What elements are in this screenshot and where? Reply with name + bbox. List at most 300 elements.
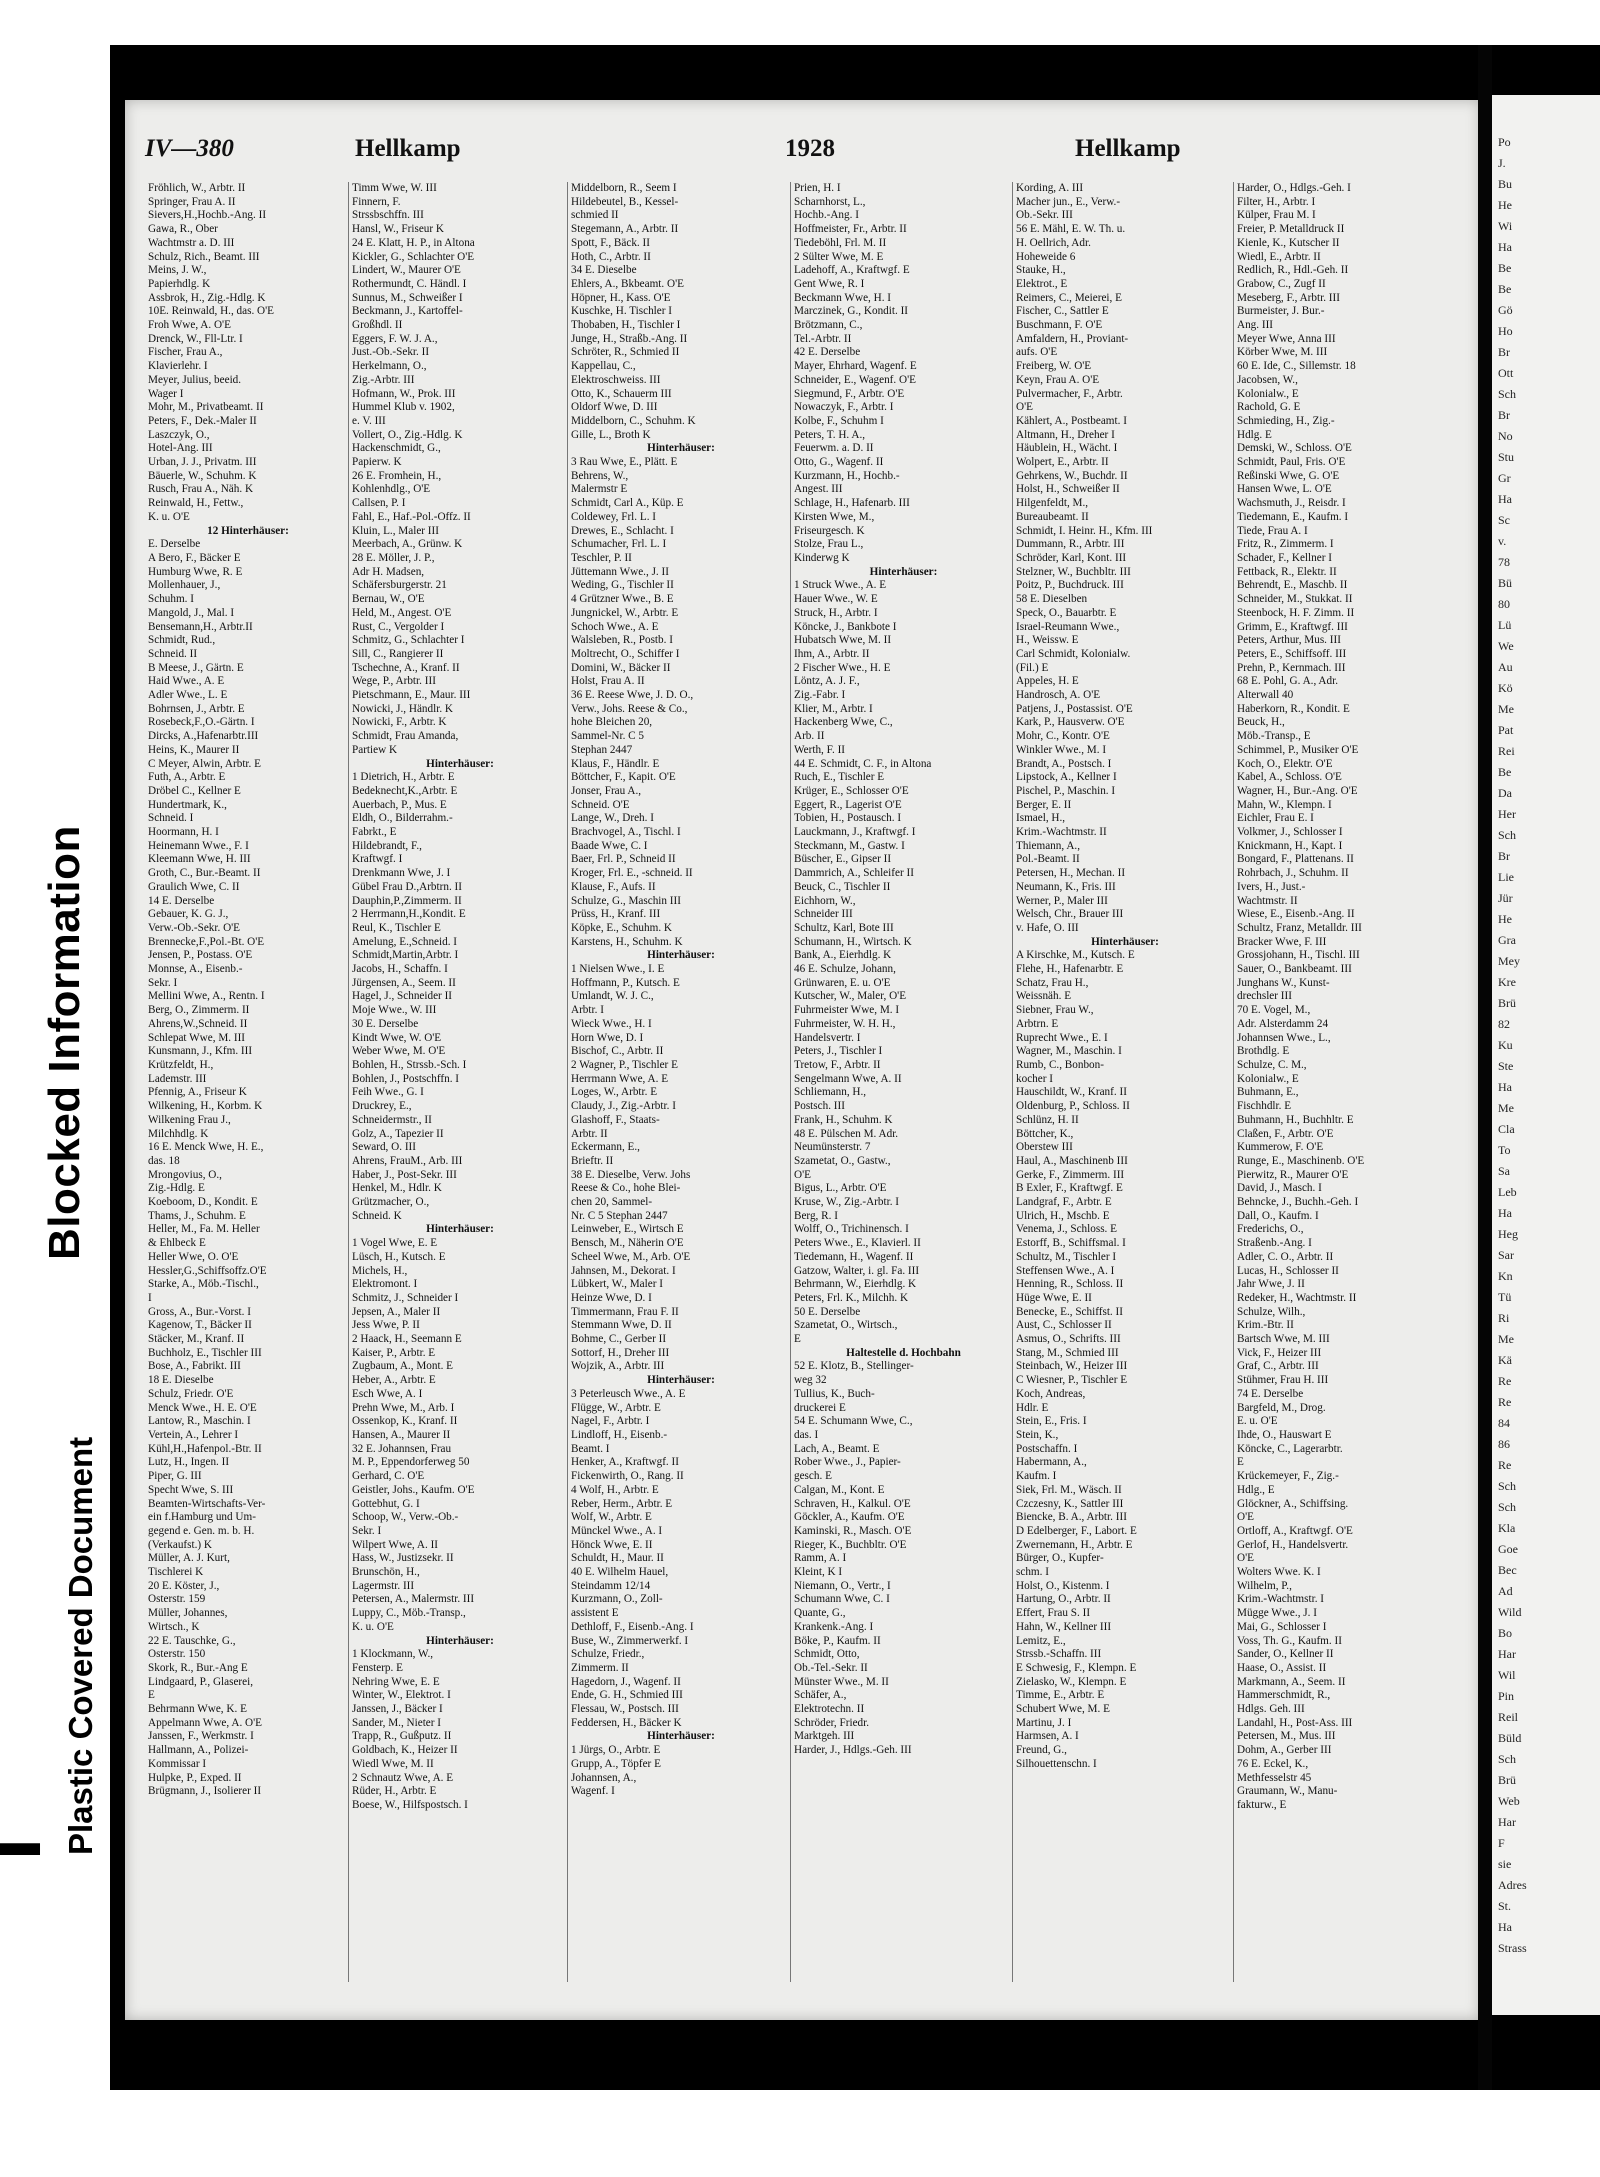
directory-entry: Steenbock, H. F. Zimm. II (1237, 606, 1355, 619)
directory-entry: 70 E. Vogel, M., (1237, 1004, 1311, 1017)
directory-entry: Beuck, H., (1237, 716, 1285, 729)
directory-entry: Weissnäh. E (1016, 990, 1072, 1003)
directory-entry: Sunnus, M., Schweißer I (352, 291, 463, 304)
adjacent-page-fragment: Strass (1498, 1941, 1527, 1955)
directory-entry: Peters, Frl. K., Milchh. K (794, 1291, 909, 1304)
directory-entry: 56 E. Mähl, E. W. Th. u. (1016, 223, 1126, 236)
directory-entry: Rust, C., Vergolder I (352, 620, 445, 633)
directory-entry: druckerei E (794, 1401, 846, 1414)
directory-entry: Hdlgs. Geh. III (1237, 1703, 1305, 1716)
directory-entry: Lemitz, E., (1016, 1634, 1066, 1647)
directory-entry: Schulze, G., Maschin III (571, 894, 681, 907)
directory-entry: Schumann Wwe, C. I (794, 1593, 890, 1606)
directory-entry: Drenck, W., Fll-Ltr. I (148, 332, 243, 345)
directory-entry: Behrens, W., (571, 469, 629, 482)
directory-entry: Rachold, G. E (1237, 401, 1301, 414)
directory-entry: Arbtrn. E (1016, 1017, 1059, 1030)
directory-entry: Ihm, A., Arbtr. II (794, 647, 870, 660)
directory-entry: 40 E. Wilhelm Hauel, (571, 1566, 669, 1579)
directory-entry: Bedeknecht,K.,Arbtr. E (352, 784, 458, 797)
directory-entry: Wojzik, A., Arbtr. III (571, 1360, 665, 1373)
directory-entry: Kohlenhdlg., O'E (352, 483, 431, 496)
directory-entry: Schultz, Karl, Bote III (794, 921, 894, 934)
directory-entry: Böke, P., Kaufm. II (794, 1634, 881, 1647)
directory-entry: Böttcher, K., (1016, 1127, 1074, 1140)
directory-entry: Holst, H., Schweißer II (1016, 483, 1120, 496)
adjacent-page-fragment: Ha (1498, 1206, 1512, 1220)
adjacent-page-fragment: Rei (1498, 744, 1515, 758)
directory-entry: Mohr, M., Privatbeamt. II (148, 401, 264, 414)
page-gutter (1478, 45, 1492, 2090)
directory-entry: Weber Wwe, M. O'E (352, 1045, 446, 1058)
directory-entry: Lindloff, H., Eisenb.- (571, 1428, 668, 1441)
directory-entry: Schäfersburgerstr. 21 (352, 579, 447, 592)
directory-entry: Fabrkt., E (352, 826, 397, 839)
directory-entry: Kroger, Frl. E., -schneid. II (571, 867, 693, 880)
directory-entry: Dethloff, F., Eisenb.-Ang. I (571, 1620, 694, 1633)
directory-entry: Schumann, H., Wirtsch. K (794, 935, 912, 948)
directory-entry: Schmidt,Martin,Arbtr. I (352, 949, 459, 962)
directory-entry: gesch. E (794, 1470, 832, 1483)
directory-column-2 (348, 182, 568, 1982)
directory-entry: Milchhdlg. K (148, 1127, 209, 1140)
directory-entry: Ob.-Sekr. III (1016, 209, 1073, 222)
directory-entry: Köncke, J., Bankbote I (794, 620, 897, 633)
directory-entry: Schmidt, Rud., (148, 634, 216, 647)
directory-entry: Szametat, O., Wirtsch., (794, 1319, 898, 1332)
directory-entry: Finnern, F. (352, 195, 401, 208)
directory-entry: Kaufm. I (1016, 1470, 1057, 1483)
directory-entry: Arb. II (794, 730, 825, 743)
directory-entry: Hinterhäuser: (647, 949, 715, 962)
directory-entry: Haid Wwe., A. E (148, 675, 225, 688)
directory-entry: 58 E. Dieselben (1016, 593, 1088, 606)
directory-entry: Reul, K., Tischler E (352, 921, 441, 934)
directory-entry: Steffensen Wwe., A. I (1016, 1264, 1115, 1277)
directory-entry: Bischof, C., Arbtr. II (571, 1045, 664, 1058)
directory-entry: Sekr. I (148, 976, 178, 989)
directory-entry: Wachsmuth, J., Reisdr. I (1237, 497, 1346, 510)
directory-entry: Hagel, J., Schneider II (352, 990, 453, 1003)
directory-entry: Drenkmann Wwe, J. I (352, 867, 451, 880)
directory-entry: 18 E. Dieselbe (148, 1374, 214, 1387)
directory-entry: Teschler, P. II (571, 551, 632, 564)
directory-entry: 3 Peterleusch Wwe., A. E (571, 1387, 686, 1400)
directory-entry: Spott, F., Bäck. II (571, 236, 650, 249)
directory-entry: Prien, H. I (794, 182, 841, 194)
directory-entry: Harder, J., Hdlgs.-Geh. III (794, 1744, 912, 1757)
directory-entry: 44 E. Schmidt, C. F., in Altona (794, 757, 932, 770)
directory-entry: Schmitz, J., Schneider I (352, 1291, 459, 1304)
adjacent-page-fragment: Brü (1498, 1773, 1516, 1787)
directory-entry: 1 Nielsen Wwe., I. E (571, 963, 665, 976)
directory-entry: Jahnsen, M., Dekorat. I (571, 1264, 676, 1277)
directory-entry: Behrendt, E., Maschb. II (1237, 579, 1348, 592)
adjacent-page-fragment: Wil (1498, 1668, 1516, 1682)
directory-entry: Gross, A., Bur.-Vorst. I (148, 1305, 251, 1318)
directory-entry: Höpner, H., Kass. O'E (571, 291, 671, 304)
directory-entry: Krim.-Wachtmstr. I (1237, 1593, 1325, 1606)
directory-entry: Jensen, P., Postass. O'E (148, 949, 253, 962)
directory-entry: Schulz, Friedr. O'E (148, 1387, 234, 1400)
directory-entry: Moje Wwe., W. III (352, 1004, 437, 1017)
directory-entry: Hauer Wwe., W. E (794, 593, 878, 606)
directory-entry: Kurzmann, O., Zoll- (571, 1593, 663, 1606)
directory-entry: Strssb.-Schaffn. III (1016, 1648, 1102, 1661)
directory-entry: Drewes, E., Schlacht. I (571, 524, 674, 537)
directory-entry: Redeker, H., Wachtmstr. II (1237, 1291, 1357, 1304)
directory-entry: Altmann, H., Dreher I (1016, 428, 1115, 441)
directory-entry: Ladehoff, A., Kraftwgf. E (794, 264, 910, 277)
directory-entry: Petersen, M., Mus. III (1237, 1730, 1336, 1743)
directory-entry: Druckrey, E., (352, 1100, 412, 1113)
directory-entry: 3 Rau Wwe, E., Plätt. E (571, 456, 678, 469)
directory-entry: Eichhorn, W., (794, 894, 856, 907)
directory-entry: Otto, G., Wagenf. II (794, 456, 884, 469)
directory-entry: Pischel, P., Maschin. I (1016, 784, 1116, 797)
directory-entry: Petersen, H., Mechan. II (1016, 867, 1126, 880)
directory-entry: Kommissar I (148, 1757, 207, 1770)
directory-entry: Trapp, R., Gußputz. II (352, 1730, 452, 1743)
adjacent-page-fragment: Kre (1498, 975, 1516, 989)
directory-entry: Adler, C. O., Arbtr. II (1237, 1250, 1334, 1263)
adjacent-page-fragment: 78 (1498, 555, 1510, 569)
directory-entry: Groth, C., Bur.-Beamt. II (148, 867, 261, 880)
directory-entry: 76 E. Eckel, K., (1237, 1757, 1309, 1770)
directory-entry: Piper, G. III (148, 1470, 202, 1483)
directory-entry: Wilkening, H., Korbm. K (148, 1100, 263, 1113)
directory-entry: Hulpke, P., Exped. II (148, 1771, 242, 1784)
directory-entry: Quante, G., (794, 1607, 846, 1620)
directory-entry: Haber, J., Post-Sekr. III (352, 1168, 457, 1181)
directory-entry: 16 E. Menck Wwe, H. E., (148, 1141, 264, 1154)
directory-entry: Junghans W., Kunst- (1237, 976, 1330, 989)
adjacent-page-fragment: Pat (1498, 723, 1514, 737)
directory-entry: Filter, H., Arbtr. I (1237, 195, 1316, 208)
directory-entry: Stephan 2447 (571, 743, 633, 756)
adjacent-page-fragment: Gra (1498, 933, 1516, 947)
directory-entry: 1 Dietrich, H., Arbtr. E (352, 771, 455, 784)
directory-entry: Oberstew III (1016, 1141, 1073, 1154)
directory-entry: weg 32 (794, 1374, 827, 1387)
directory-entry: drechsler III (1237, 990, 1292, 1003)
directory-entry: Calgan, M., Kont. E (794, 1483, 885, 1496)
directory-entry: Werth, F. II (794, 743, 846, 756)
directory-entry: Hackenschmidt, G., (352, 442, 441, 455)
directory-entry: Hansl, W., Friseur K (352, 223, 444, 236)
directory-entry: Wachtmstr. II (1237, 894, 1298, 907)
adjacent-page-fragment: Bo (1498, 1626, 1513, 1640)
directory-entry: Zugbaum, A., Mont. E (352, 1360, 453, 1373)
directory-entry: Aust, C., Schlosser II (1016, 1319, 1112, 1332)
directory-entry: Beamten-Wirtschafts-Ver- (148, 1497, 266, 1510)
directory-entry: Bohrnsen, J., Arbtr. E (148, 702, 245, 715)
directory-entry: Urban, J. J., Privatm. III (148, 456, 257, 469)
page-year: 1928 (785, 135, 835, 162)
directory-entry: Jess Wwe, P. II (352, 1319, 420, 1332)
directory-entry: Appeles, H. E (1016, 675, 1079, 688)
directory-entry: Wolff, O., Trichinensch. I (794, 1223, 909, 1236)
directory-entry: Rosebeck,F.,O.-Gärtn. I (148, 716, 255, 729)
directory-entry: Klavierlehr. I (148, 360, 208, 373)
directory-entry: Jacobs, H., Schaffn. I (352, 963, 448, 976)
directory-entry: Ende, G. H., Schmied III (571, 1689, 683, 1702)
directory-entry: Papierhdlg. K (148, 277, 211, 290)
directory-entry: Fischer, Frau A., (148, 346, 223, 359)
directory-entry: Hinterhäuser: (647, 1730, 715, 1743)
directory-entry: Dammrich, A., Schleifer II (794, 867, 914, 880)
directory-entry: Köncke, C., Lagerarbtr. (1237, 1442, 1343, 1455)
directory-entry: Hinterhäuser: (426, 757, 494, 770)
directory-entry: Gerke, F., Zimmerm. III (1016, 1168, 1125, 1181)
directory-entry: Skork, R., Bur.-Ang E (148, 1661, 248, 1674)
directory-page (125, 100, 1480, 2020)
directory-entry: e. V. III (352, 414, 386, 427)
directory-entry: Grupp, A., Töpfer E (571, 1757, 661, 1770)
directory-entry: Schneid. I (148, 812, 194, 825)
adjacent-page-fragment: Sar (1498, 1248, 1514, 1262)
directory-entry: Niemann, O., Vertr., I (794, 1579, 891, 1592)
directory-entry: H., Weissw. E (1016, 634, 1079, 647)
directory-entry: 1 Vogel Wwe, E. E (352, 1237, 438, 1250)
directory-entry: Beamt. I (571, 1442, 610, 1455)
directory-entry: Schmidt, Carl A., Küp. E (571, 497, 684, 510)
directory-entry: 74 E. Derselbe (1237, 1387, 1304, 1400)
directory-entry: Buse, W., Zimmerwerkf. I (571, 1634, 689, 1647)
directory-entry: Grützmacher, O., (352, 1196, 430, 1209)
directory-entry: Gübel Frau D.,Arbtrn. II (352, 880, 462, 893)
directory-entry: Kurzmann, H., Hochb.- (794, 469, 900, 482)
directory-entry: 2 Wagner, P., Tischler E (571, 1059, 678, 1071)
directory-entry: Peters, T. H. A., (794, 428, 866, 441)
directory-entry: K. u. O'E (148, 510, 190, 523)
directory-entry: Peters Wwe., E., Klavierl. II (794, 1237, 921, 1250)
directory-entry: 50 E. Derselbe (794, 1305, 861, 1318)
adjacent-page-fragment: Cla (1498, 1122, 1515, 1136)
directory-entry: Kruse, W., Zig.-Arbtr. I (794, 1196, 900, 1209)
directory-entry: Dauphin,P.,Zimmerm. II (352, 894, 462, 907)
directory-entry: Eggert, R., Lagerist O'E (794, 798, 902, 811)
directory-entry: Löntz, A. J. F., (794, 675, 860, 688)
directory-entry: Humburg Wwe, R. E (148, 565, 243, 578)
page-header (145, 135, 1455, 165)
directory-entry: Schulze, C. M., (1237, 1059, 1307, 1071)
directory-entry: Rober Wwe., J., Papier- (794, 1456, 901, 1469)
directory-entry: 2 Sülter Wwe, M. E (794, 250, 884, 263)
adjacent-page-fragment: Jür (1498, 891, 1513, 905)
directory-entry: Elektrot., E (1016, 277, 1068, 290)
directory-entry: D Edelberger, F., Labort. E (1016, 1524, 1137, 1537)
directory-entry: Kraftwgf. I (352, 853, 403, 866)
directory-entry: Elektrotechn. II (794, 1703, 865, 1716)
directory-entry: Wager I (148, 387, 184, 400)
directory-entry: Brieftr. II (571, 1154, 614, 1167)
directory-entry: Methfesselstr 45 (1237, 1771, 1312, 1784)
directory-entry: Mollenhauer, J., (148, 579, 221, 592)
directory-entry: 48 E. Pülschen M. Adr. (794, 1127, 899, 1140)
directory-entry: Nowicki, F., Arbtr. K (352, 716, 447, 729)
directory-entry: hohe Bleichen 20, (571, 716, 653, 729)
directory-columns (145, 182, 1465, 1992)
directory-entry: Patjens, J., Postassist. O'E (1016, 702, 1133, 715)
directory-entry: Göckler, A., Kaufm. O'E (794, 1511, 905, 1524)
directory-entry: Brachvogel, A., Tischl. I (571, 826, 681, 839)
directory-entry: aufs. O'E (1016, 346, 1058, 359)
directory-column-4 (790, 182, 1013, 1982)
directory-entry: Ulrich, H., Mschb. E (1016, 1209, 1110, 1222)
directory-entry: Eggers, F. W. J. A., (352, 332, 438, 345)
directory-entry: kocher I (1016, 1072, 1053, 1085)
adjacent-page-fragment: Br (1498, 345, 1510, 359)
directory-entry: Lucas, H., Schlosser II (1237, 1264, 1339, 1277)
adjacent-page-fragment: v. (1498, 534, 1507, 548)
directory-entry: Klause, F., Aufs. II (571, 880, 656, 893)
directory-entry: Friseurgesch. K (794, 524, 865, 537)
directory-entry: Tiedeböhl, Frl. M. II (794, 236, 887, 249)
directory-entry: 22 E. Tauschke, G., (148, 1634, 236, 1647)
directory-entry: Esch Wwe, A. I (352, 1387, 423, 1400)
directory-entry: Buchholz, E., Tischler III (148, 1346, 262, 1359)
directory-entry: (Verkaufst.) K (148, 1538, 212, 1551)
adjacent-page-fragment: Sch (1498, 1752, 1516, 1766)
directory-entry: Harder, O., Hdlgs.-Geh. I (1237, 182, 1351, 194)
directory-entry: Steinbach, W., Heizer III (1016, 1360, 1128, 1373)
directory-entry: Hartung, O., Arbtr. II (1016, 1593, 1111, 1606)
directory-entry: Stühmer, Frau H. III (1237, 1374, 1329, 1387)
directory-entry: A Bero, F., Bäcker E (148, 551, 241, 564)
directory-entry: Boese, W., Hilfspostsch. I (352, 1798, 468, 1811)
directory-entry: Häublein, H., Wächt. I (1016, 442, 1118, 455)
directory-entry: Domini, W., Bäcker II (571, 661, 671, 674)
directory-entry: Jürgensen, A., Seem. II (352, 976, 456, 989)
adjacent-page-fragment: sie (1498, 1857, 1512, 1871)
adjacent-page-fragment: He (1498, 198, 1512, 212)
directory-entry: Haul, A., Maschinenb III (1016, 1154, 1128, 1167)
directory-entry: Meins, J. W., (148, 264, 207, 277)
directory-entry: Arbtr. II (571, 1127, 608, 1140)
adjacent-page-fragment: Kla (1498, 1521, 1516, 1535)
directory-entry: Gerlof, H., Handelsvertr. (1237, 1538, 1349, 1551)
directory-entry: Ahrens,W.,Schneid. II (148, 1017, 248, 1030)
directory-entry: Wilpert Wwe, A. II (352, 1538, 439, 1551)
directory-entry: Schimmel, P., Musiker O'E (1237, 743, 1359, 756)
directory-entry: Holst, Frau A. II (571, 675, 645, 688)
adjacent-page-fragment: 84 (1498, 1416, 1510, 1430)
directory-entry: Lange, W., Dreh. I (571, 812, 654, 825)
adjacent-page-fragment: 82 (1498, 1017, 1510, 1031)
directory-entry: Ang. III (1237, 319, 1274, 332)
directory-entry: Thiemann, A., (1016, 839, 1081, 852)
directory-entry: Ihde, O., Hauswart E (1237, 1428, 1332, 1441)
directory-entry: Strssbschffn. III (352, 209, 424, 222)
directory-entry: Münckel Wwe., A. I (571, 1524, 663, 1537)
directory-entry: Jacobsen, W., (1237, 373, 1298, 386)
directory-entry: Leinweber, E., Wirtsch E (571, 1223, 684, 1236)
directory-entry: Beckmann, J., Kartoffel- (352, 305, 463, 318)
directory-entry: Wolf, W., Arbtr. E (571, 1511, 652, 1524)
directory-entry: Speck, O., Bauarbtr. E (1016, 606, 1117, 619)
directory-entry: Nagel, F., Arbtr. I (571, 1415, 650, 1428)
directory-entry: Meerbach, A., Grünw. K (352, 538, 463, 551)
adjacent-page-fragment: Pin (1498, 1689, 1515, 1703)
directory-entry: Kuschke, H. Tischler I (571, 305, 672, 318)
directory-entry: Schuldt, H., Maur. II (571, 1552, 664, 1565)
directory-entry: Ramm, A. I (794, 1552, 847, 1565)
directory-entry: Schulze, Friedr., (571, 1648, 645, 1661)
directory-entry: Prüss, H., Kranf. III (571, 908, 661, 921)
directory-entry: 20 E. Köster, J., (148, 1579, 220, 1592)
adjacent-page-fragment: Kö (1498, 681, 1513, 695)
adjacent-page-fragment: No (1498, 429, 1513, 443)
directory-entry: Kutscher, W., Maler, O'E (794, 990, 907, 1003)
directory-entry: Ahrens, FrauM., Arb. III (352, 1154, 463, 1167)
directory-entry: 24 E. Klatt, H. P., in Altona (352, 236, 475, 249)
directory-entry: Fritz, R., Zimmerm. I (1237, 538, 1334, 551)
directory-entry: Amfaldern, H., Proviant- (1016, 332, 1129, 345)
directory-entry: Menck Wwe., H. E. O'E (148, 1401, 257, 1414)
directory-entry: Jepsen, A., Maler II (352, 1305, 441, 1318)
directory-entry: Habermann, A., (1016, 1456, 1087, 1469)
directory-entry: 30 E. Derselbe (352, 1017, 419, 1030)
directory-entry: Verw., Johs. Reese & Co., (571, 702, 688, 715)
directory-entry: 38 E. Dieselbe, Verw. Johs (571, 1168, 691, 1181)
adjacent-page-fragment: J. (1498, 156, 1506, 170)
adjacent-page-fragment: Kn (1498, 1269, 1513, 1283)
directory-entry: Werner, P., Maler III (1016, 894, 1108, 907)
directory-entry: Lach, A., Beamt. E (794, 1442, 880, 1455)
adjacent-page-fragment: Me (1498, 702, 1514, 716)
directory-entry: Grossjohann, H., Tischl. III (1237, 949, 1360, 962)
directory-entry: Grabow, C., Zugf II (1237, 277, 1326, 290)
directory-entry: C Meyer, Alwin, Arbtr. E (148, 757, 261, 770)
directory-entry: Dröbel C., Kellner E (148, 784, 241, 797)
directory-entry: Kaiser, P., Arbtr. E (352, 1346, 436, 1359)
directory-entry: Kühl,H.,Hafenpol.-Btr. II (148, 1442, 262, 1455)
adjacent-page-fragment: Kä (1498, 1353, 1512, 1367)
directory-entry: Czczesny, K., Sattler III (1016, 1497, 1124, 1510)
directory-entry: das. 18 (148, 1154, 180, 1167)
directory-entry: Stemmann Wwe, D. II (571, 1319, 672, 1332)
directory-entry: Krüger, E., Schlosser O'E (794, 784, 909, 797)
adjacent-page-fragment: Re (1498, 1395, 1512, 1409)
directory-entry: 4 Wolf, H., Arbtr. E (571, 1483, 659, 1496)
directory-entry: Osterstr. 150 (148, 1648, 206, 1661)
directory-entry: Grimm, E., Kraftwgf. III (1237, 620, 1348, 633)
directory-entry: Büscher, E., Gipser II (794, 853, 892, 866)
directory-entry: Brügmann, J., Isolierer II (148, 1785, 262, 1798)
directory-entry: Stelzner, W., Buchbltr. III (1016, 565, 1131, 578)
directory-entry: schm. I (1016, 1566, 1049, 1579)
directory-entry: Auerbach, P., Mus. E (352, 798, 447, 811)
adjacent-page-fragment: Me (1498, 1332, 1514, 1346)
directory-entry: Schmieding, H., Zig.- (1237, 414, 1335, 427)
directory-entry: Laszczyk, O., (148, 428, 210, 441)
directory-entry: Reinwald, H., Fettw., (148, 497, 244, 510)
directory-entry: Bracker Wwe, F. III (1237, 935, 1327, 948)
adjacent-page-fragment: Bü (1498, 576, 1513, 590)
directory-entry: Alterwall 40 (1237, 689, 1294, 702)
directory-entry: Rothermundt, C. Händl. I (352, 277, 467, 290)
adjacent-page-fragment: Ha (1498, 240, 1512, 254)
directory-entry: 2 Herrmann,H.,Kondit. E (352, 908, 466, 921)
directory-entry: Lauckmann, J., Kraftwgf. I (794, 826, 916, 839)
directory-entry: Eldh, O., Bilderrahm.- (352, 812, 453, 825)
directory-entry: Sammel-Nr. C 5 (571, 730, 645, 743)
directory-entry: Hinterhäuser: (426, 1634, 494, 1647)
directory-entry: Schmidt, Otto, (794, 1648, 860, 1661)
directory-entry: Fettback, R., Elektr. II (1237, 565, 1337, 578)
adjacent-page-fragment: Web (1498, 1794, 1520, 1808)
